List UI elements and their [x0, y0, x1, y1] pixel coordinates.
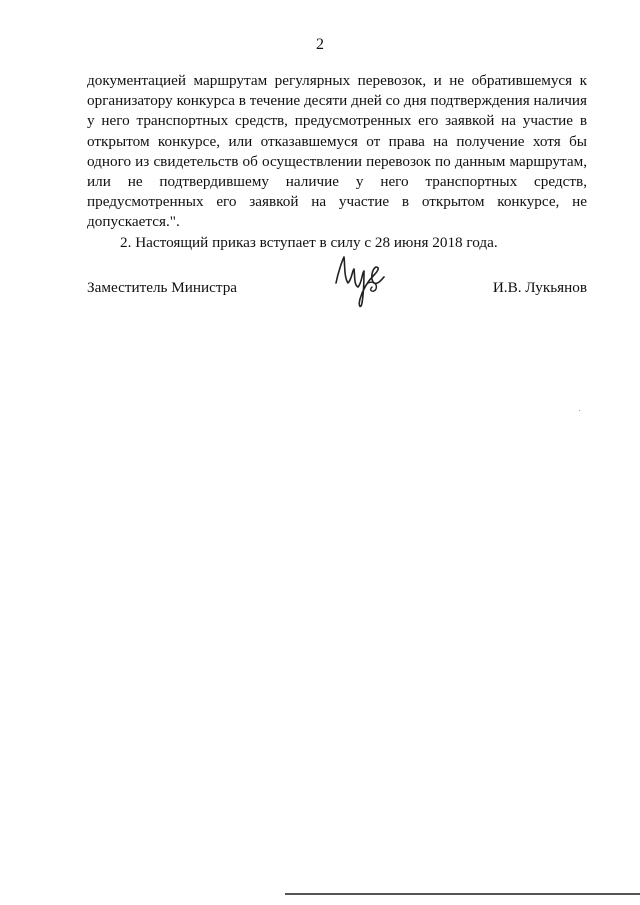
signatory-position: Заместитель Министра — [87, 279, 238, 296]
body-text — [87, 71, 587, 253]
body-paragraph-1: документацией маршрутам регулярных перевозок, и не обратившемуся к организатору конкурса в течение десяти дней со дня подтверждения наличия у него транспортных средств, предусмотренных его заявкой на участие в открытом конкурсе, или отказавшемуся от права на получение хотя бы одного из свидетельств об осуществлении перевозок по данным маршрутам, или не подтвердившему наличие у него транспортных средств, предусмотренных его заявкой на участие в открытом конкурсе, не допускается.". — [87, 72, 587, 231]
page-number: 2 — [316, 36, 324, 53]
signatory-name: И.В. Лукьянов — [492, 279, 587, 296]
body-paragraph-2: 2. Настоящий приказ вступает в силу с 28 июня 2018 года. — [120, 233, 498, 251]
scan-artifact-dot — [579, 410, 580, 411]
handwritten-signature — [330, 253, 390, 311]
scan-edge-line — [285, 893, 640, 895]
signature-block — [87, 279, 587, 319]
